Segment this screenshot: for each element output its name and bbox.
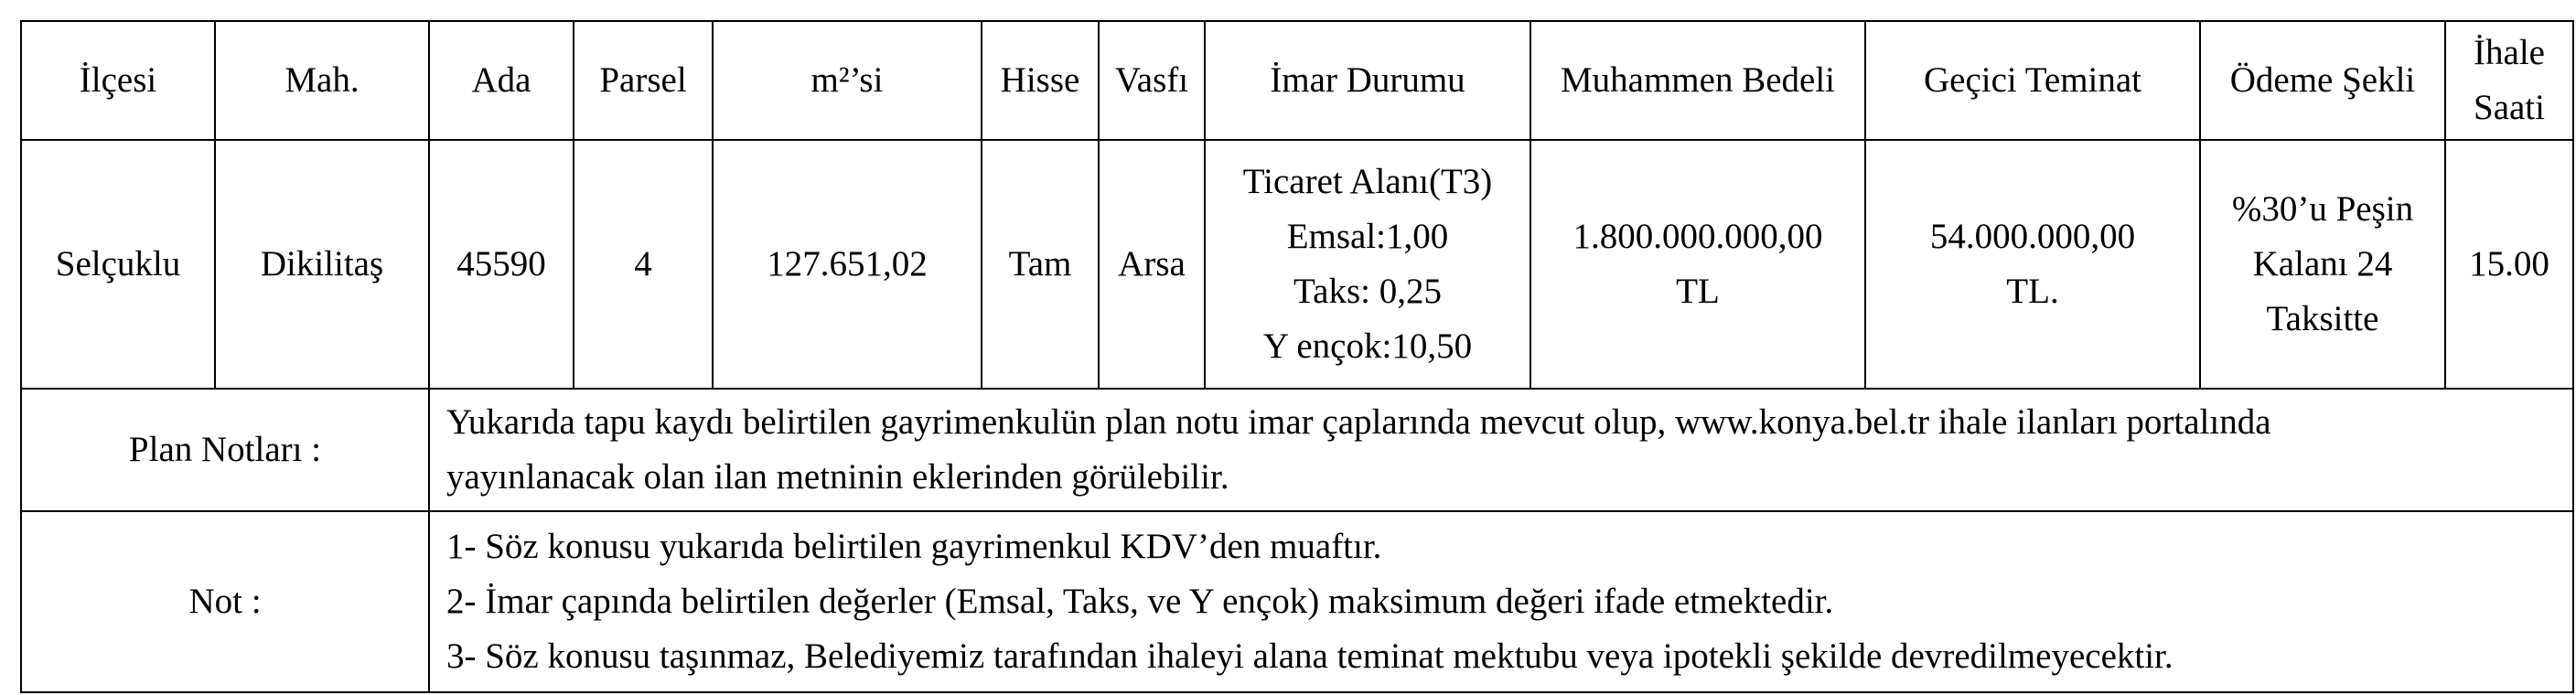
plan-notes-line: Yukarıda tapu kaydı belirtilen gayrimenkulün plan notu imar çaplarında mevcut olup, www.konya.bel.tr ihale ilanları portalında [446, 402, 2271, 442]
header-gecici-teminat: Geçici Teminat [1865, 21, 2200, 140]
plan-notes-line: yayınlanacak olan ilan metninin eklerinden görülebilir. [446, 457, 1229, 497]
header-ihale-saati-line: İhale [2474, 33, 2545, 72]
gecici-line: 54.000.000,00 [1929, 217, 2136, 256]
tender-table [20, 20, 2574, 693]
muhammen-line: TL [1676, 272, 1720, 311]
header-ada: Ada [429, 21, 574, 140]
cell-vasif: Arsa [1099, 140, 1205, 389]
cell-odeme-sekli [2200, 140, 2445, 389]
odeme-line: Kalanı 24 [2252, 244, 2393, 283]
note-line-1: 1- Söz konusu yukarıda belirtilen gayrimenkul KDV’den muaftır. [446, 527, 1382, 566]
imar-line: Y ençok:10,50 [1262, 326, 1473, 366]
cell-area: 127.651,02 [713, 140, 982, 389]
muhammen-line: 1.800.000.000,00 [1572, 217, 1823, 256]
header-ihale-saati-line: Saati [2474, 88, 2545, 127]
header-odeme-sekli: Ödeme Şekli [2200, 21, 2445, 140]
cell-ihale-saati: 15.00 [2445, 140, 2573, 389]
cell-imar-durumu [1205, 140, 1530, 389]
header-vasif: Vasfı [1099, 21, 1205, 140]
gecici-line: TL. [2006, 272, 2059, 311]
odeme-line: Taksitte [2266, 299, 2379, 338]
parcel-row [21, 140, 2573, 389]
header-row [21, 21, 2573, 140]
plan-notes-text [429, 389, 2573, 511]
notes-text [429, 511, 2573, 692]
header-muhammen-bedeli: Muhammen Bedeli [1530, 21, 1865, 140]
note-line-2: 2- İmar çapında belirtilen değerler (Emsal, Taks, ve Y ençok) maksimum değeri ifade etmektedir. [446, 582, 1834, 621]
imar-line: Taks: 0,25 [1293, 272, 1442, 311]
header-hisse: Hisse [982, 21, 1099, 140]
plan-notes-row [21, 389, 2573, 511]
header-ihale-saati [2445, 21, 2573, 140]
imar-line: Ticaret Alanı(T3) [1242, 162, 1493, 201]
header-imar-durumu: İmar Durumu [1205, 21, 1530, 140]
imar-line: Emsal:1,00 [1286, 217, 1449, 256]
header-parsel: Parsel [574, 21, 713, 140]
cell-ilce: Selçuklu [21, 140, 215, 389]
note-line-3: 3- Söz konusu taşınmaz, Belediyemiz tarafından ihaleyi alana teminat mektubu veya ipotekli şekilde devredilmeyecektir. [446, 636, 2174, 676]
cell-gecici-teminat [1865, 140, 2200, 389]
notes-label: Not : [21, 511, 429, 692]
odeme-line: %30’u Peşin [2231, 189, 2414, 229]
cell-ada: 45590 [429, 140, 574, 389]
plan-notes-label: Plan Notları : [21, 389, 429, 511]
cell-mahalle: Dikilitaş [215, 140, 429, 389]
header-area: m²’si [713, 21, 982, 140]
header-mahalle: Mah. [215, 21, 429, 140]
cell-hisse: Tam [982, 140, 1099, 389]
cell-muhammen-bedeli [1530, 140, 1865, 389]
cell-parsel: 4 [574, 140, 713, 389]
header-ilce: İlçesi [21, 21, 215, 140]
notes-row [21, 511, 2573, 692]
